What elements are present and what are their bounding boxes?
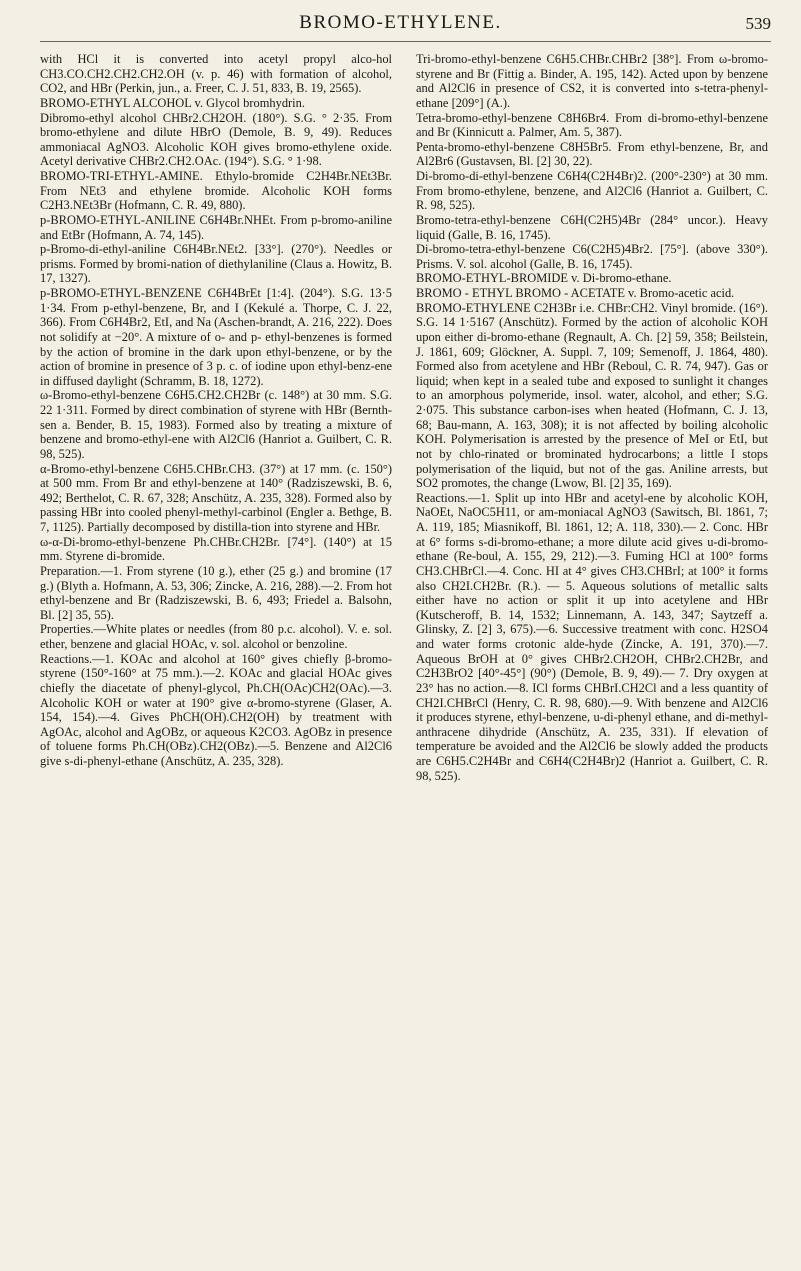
paragraph: Tetra-bromo-ethyl-benzene C8H6Br4. From di-bromo-ethyl-benzene and Br (Kinnicutt a. Palmer, Am. 5, 387).	[416, 110, 768, 140]
paragraph: α-Bromo-ethyl-benzene C6H5.CHBr.CH3. (37°) at 17 mm. (c. 150°) at 500 mm. From Br and ethyl-benzene at 140° (Radziszewski, B. 6, 492; Berthelot, C. R. 67, 328; Anschütz, A. 235, 328). Formed also by passing HBr into cooled phenyl-methyl-carbinol (Engler a. Bethge, B. 7, 1125). Partially decomposed by distilla-tion into styrene and HBr.	[40, 461, 392, 534]
paragraph: Reactions.—1. Split up into HBr and acetyl-ene by alcoholic KOH, NaOEt, NaOC5H11, or am-moniacal AgNO3 (Sawitsch, Bl. 1861, 7; A. 119, 185; Miasnikoff, Bl. 1861, 12; A. 118, 330).— 2. Conc. HBr at 6° forms s-di-bromo-ethane; a more dilute acid gives u-di-bromo-ethane (Re-boul, A. 155, 29, 212).—3. Fuming HCl at 100° forms CH3.CHBrCl.—4. Conc. HI at 4° gives CH3.CHBrI; at 100° it forms also CH2I.CH2Br. (R.). — 5. Aqueous solutions of metallic salts either have no action or split it up into acetylene and HBr (Kutscheroff, B. 14, 1532; Linnemann, A. 143, 347; Saytzeff a. Glinsky, Z. [2] 3, 675).—6. Successive treatment with conc. H2SO4 and water forms crotonic alde-hyde (Zincke, A. 191, 370).—7. Aqueous BrOH at 0° gives CHBr2.CH2OH, CHBr2.CH2Br, and C2H3BrO2 [40°-45°] (90°) (Demole, B. 9, 49).— 7. Dry oxygen at 23° has no action.—8. ICl forms CHBrI.CH2Cl and a less quantity of CH2I.CHBrCl (Henry, C. R. 98, 680).—9. With benzene and Al2Cl6 it produces styrene, ethyl-benzene, u-di-phenyl ethane, and di-methyl-anthracene dihydride (Anschütz, A. 235, 331). If elevation of temperature be avoided and the Al2Cl6 be slowly added the products are C6H5.C2H4Br and C6H4(C2H4Br)2 (Hanriot a. Guilbert, C. R. 98, 525).	[416, 490, 768, 783]
paragraph: Penta-bromo-ethyl-benzene C8H5Br5. From ethyl-benzene, Br, and Al2Br6 (Gustavsen, Bl. [2] 30, 22).	[416, 139, 768, 169]
paragraph: Preparation.—1. From styrene (10 g.), ether (25 g.) and bromine (17 g.) (Blyth a. Hofmann, A. 53, 306; Zincke, A. 216, 288).—2. From hot ethyl-benzene and Br (Radziszewski, B. 6, 493; Friedel a. Balsohn, Bl. [2] 35, 55).	[40, 563, 392, 622]
running-head	[0, 6, 801, 36]
paragraph: ω-α-Di-bromo-ethyl-benzene Ph.CHBr.CH2Br. [74°]. (140°) at 15 mm. Styrene di-bromide.	[40, 534, 392, 564]
paragraph: p-BROMO-ETHYL-ANILINE C6H4Br.NHEt. From p-bromo-aniline and EtBr (Hofmann, A. 74, 145).	[40, 212, 392, 242]
paragraph: with HCl it is converted into acetyl propyl alco-hol CH3.CO.CH2.CH2.CH2.OH (v. p. 46) with formation of alcohol, CO2, and HBr (Perkin, jun., a. Freer, C. J. 51, 833, B. 19, 2565).	[40, 52, 392, 96]
paragraph: Bromo-tetra-ethyl-benzene C6H(C2H5)4Br (284° uncor.). Heavy liquid (Galle, B. 16, 1745).	[416, 212, 768, 242]
page-number: 539	[745, 14, 771, 33]
paragraph: ω-Bromo-ethyl-benzene C6H5.CH2.CH2Br (c. 148°) at 30 mm. S.G. 22 1·311. Formed by direct combination of styrene with HBr (Bernth-sen a. Bender, B. 15, 1983). Formed also by treating a mixture of benzene and bromo-ethyl-ene with Al2Cl6 (Hanriot a. Guilbert, C. R. 98, 525).	[40, 388, 392, 461]
paragraph: Di-bromo-di-ethyl-benzene C6H4(C2H4Br)2. (200°-230°) at 30 mm. From bromo-ethylene, benzene, and Al2Cl6 (Hanriot a. Guilbert, C. R. 98, 525).	[416, 169, 768, 213]
right-column	[416, 52, 768, 783]
header-rule	[40, 41, 771, 42]
paragraph: BROMO - ETHYL BROMO - ACETATE v. Bromo-acetic acid.	[416, 286, 735, 300]
paragraph: Properties.—White plates or needles (from 80 p.c. alcohol). V. e. sol. ether, benzene and glacial HOAc, v. sol. alcohol or benzoline.	[40, 622, 392, 651]
left-column	[40, 52, 392, 769]
paragraph: BROMO-ETHYL-BROMIDE v. Di-bromo-ethane.	[416, 271, 672, 286]
paragraph: Reactions.—1. KOAc and alcohol at 160° gives chiefly β-bromo-styrene (150°-160° at 75 mm.).—2. KOAc and glacial HOAc gives chiefly the diacetate of phenyl-glycol, Ph.CH(OAc)CH2(OAc).—3. Alcoholic KOH or water at 190° give α-bromo-styrene (Glaser, A. 154, 154).—4. Gives PhCH(OH).CH2(OH) by treatment with AgOAc, alcohol and AgOBz, or aqueous K2CO3. AgOBz in presence of toluene forms Ph.CH(OBz).CH2(OBz).—5. Benzene and Al2Cl6 give s-di-phenyl-ethane (Anschütz, A. 235, 328).	[40, 651, 392, 768]
paragraph: Di-bromo-tetra-ethyl-benzene C6(C2H5)4Br2. [75°]. (above 330°). Prisms. V. sol. alcohol (Galle, B. 16, 1745).	[416, 242, 768, 271]
paragraph: Dibromo-ethyl alcohol CHBr2.CH2OH. (180°). S.G. ° 2·35. From bromo-ethylene and dilute HBrO (Demole, B. 9, 49). Reduces ammoniacal AgNO3. Alcoholic KOH gives bromo-ethylene oxide. Acetyl derivative CHBr2.CH2.OAc. (194°). S.G. ° 1·98.	[40, 110, 392, 169]
paragraph: BROMO-ETHYL ALCOHOL v. Glycol bromhydrin.	[40, 95, 305, 110]
running-title: BROMO-ETHYLENE.	[299, 12, 502, 33]
paragraph: BROMO-TRI-ETHYL-AMINE. Ethylo-bromide C2H4Br.NEt3Br. From NEt3 and ethylene bromide. Alcoholic KOH forms C2H3.NEt3Br (Hofmann, C. R. 49, 880).	[40, 169, 392, 213]
paragraph: Tri-bromo-ethyl-benzene C6H5.CHBr.CHBr2 [38°]. From ω-bromo-styrene and Br (Fittig a. Binder, A. 195, 142). Acted upon by benzene and Al2Cl6 in presence of CS2, it is converted into s-tetra-phenyl-ethane [209°] (A.).	[416, 52, 768, 110]
paragraph: p-BROMO-ETHYL-BENZENE C6H4BrEt [1:4]. (204°). S.G. 13·5 1·34. From p-ethyl-benzene, Br, and I (Kekulé a. Thorpe, C. J. 22, 366). From C6H4Br2, EtI, and Na (Aschen-brandt, A. 216, 222). Does not solidify at −20°. A mixture of o- and p- ethyl-benzenes is formed by the action of bromine in the dark upon ethyl-benzene, or by the action of bromine in presence of 3 p. c. of iodine upon ethyl-benz-ene in diffused daylight (Schramm, B. 18, 1272).	[40, 286, 392, 388]
paragraph: p-Bromo-di-ethyl-aniline C6H4Br.NEt2. [33°]. (270°). Needles or prisms. Formed by bromi-nation of diethylaniline (Claus a. Howitz, B. 17, 1327).	[40, 242, 392, 286]
paragraph: BROMO-ETHYLENE C2H3Br i.e. CHBr:CH2. Vinyl bromide. (16°). S.G. 14 1·5167 (Anschütz). Formed by the action of alcoholic KOH upon either di-bromo-ethane (Regnault, A. Ch. [2] 59, 358; Beilstein, J. 1861, 609; Glöckner, A. Suppl. 7, 109; Semenoff, J. 1864, 480). Formed also from acetylene and HBr (Reboul, C. R. 74, 947). Gas or liquid; when kept in a sealed tube and exposed to sunlight it changes to an amorphous polymeride, insol. water, alcohol, and ether; S.G. 2·075. This substance carbon-ises when heated (Hofmann, C. J. 13, 68; Bau-mann, A. 163, 308); it is not affected by boiling alcoholic KOH. Polymerisation is arrested by the presence of MeI or EtI, but not by chlo-rinated or brominated hydrocarbons; a little I stops polymerisation of the liquid, but not of the gas. Aniline arrests, but SO2 promotes, the change (Lwow, Bl. [2] 35, 169).	[416, 300, 768, 491]
